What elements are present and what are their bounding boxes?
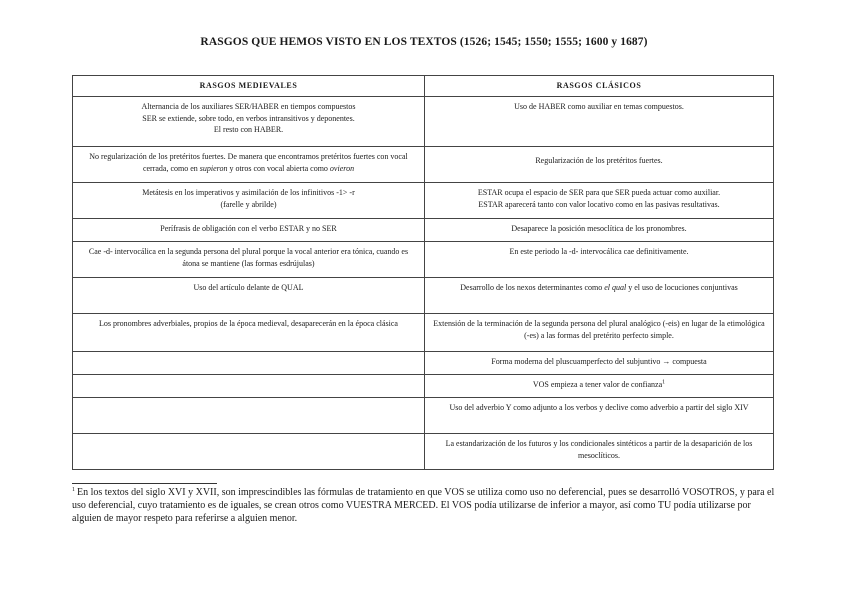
footnote-divider [72, 483, 217, 484]
cell-line: Uso de HABER como auxiliar en temas compuestos. [514, 102, 684, 111]
table-row [73, 375, 774, 398]
table-row [73, 434, 774, 470]
header-clasicos: RASGOS CLÁSICOS [425, 76, 774, 97]
clasico-cell [425, 278, 774, 314]
medieval-cell [73, 97, 425, 147]
cell-text: y el uso de locuciones conjuntivas [626, 283, 738, 292]
clasico-cell [425, 352, 774, 375]
table-row [73, 352, 774, 375]
cell-line: Forma moderna del pluscuamperfecto del subjuntivo → compuesta [491, 357, 707, 366]
rasgos-table [72, 75, 774, 470]
cell-line: SER se extiende, sobre todo, en verbos intransitivos y deponentes. [142, 113, 355, 123]
cell-text-italic: ovieron [329, 163, 355, 173]
cell-text: No regularización de los pretéritos fuertes. De manera que encontramos pretéritos fuertes con vocal cerrada, como en [89, 152, 408, 173]
medieval-cell [73, 147, 425, 183]
table-row [73, 242, 774, 278]
cell-text: y otros con vocal abierta como [227, 163, 330, 173]
medieval-cell [73, 242, 425, 278]
table-row [73, 97, 774, 147]
cell-line: ESTAR ocupa el espacio de SER para que SER pueda actuar como auxiliar. [477, 188, 721, 197]
clasico-cell [425, 242, 774, 278]
cell-line: Regularización de los pretéritos fuertes. [535, 156, 663, 165]
footnote-ref[interactable]: 1 [662, 379, 666, 386]
clasico-cell [425, 183, 774, 219]
medieval-cell [73, 375, 425, 398]
table-header-row [73, 76, 774, 97]
clasico-cell [425, 219, 774, 242]
footnote [72, 487, 778, 525]
cell-text: Desarrollo de los nexos determinantes como [460, 283, 605, 292]
cell-line: El resto con HABER. [213, 125, 284, 134]
clasico-cell [425, 147, 774, 183]
medieval-cell [73, 434, 425, 470]
medieval-cell [73, 398, 425, 434]
table-row [73, 278, 774, 314]
table-row [73, 183, 774, 219]
cell-line: Uso del adverbio Y como adjunto a los verbos y declive como adverbio a partir del siglo XIV [449, 403, 749, 412]
clasico-cell [425, 97, 774, 147]
cell-line: En este periodo la -d- intervocálica cae definitivamente. [509, 247, 689, 256]
cell-line: Metátesis en los imperativos y asimilación de los infinitivos -1> -r [142, 188, 355, 197]
clasico-cell [425, 434, 774, 470]
cell-line: Perífrasis de obligación con el verbo ESTAR y no SER [160, 224, 337, 233]
cell-line: Uso del artículo delante de QUAL [193, 283, 304, 292]
page-title: RASGOS QUE HEMOS VISTO EN LOS TEXTOS (1526; 1545; 1550; 1555; 1600 y 1687) [200, 36, 648, 48]
footnote-mark: 1 [72, 486, 75, 493]
table-row [73, 219, 774, 242]
clasico-cell [425, 398, 774, 434]
cell-line: ESTAR aparecerá tanto con valor locativo como en las pasivas resultativas. [478, 199, 720, 209]
table-row [73, 314, 774, 352]
medieval-cell [73, 183, 425, 219]
cell-text-italic: supieron [199, 163, 228, 173]
cell-line: Desaparece la posición mesoclítica de los pronombres. [511, 224, 687, 233]
medieval-cell [73, 314, 425, 352]
footnote-text: En los textos del siglo XVI y XVII, son imprescindibles las fórmulas de tratamiento en que VOS se utiliza como uso no deferencial, pues se desarrolló VOSOTROS, y para el uso deferencial, cuyo tratamiento es de iguales, se crean otros como VUESTRA MERCED. El VOS podía utilizarse de inferior a mayor, así como TU podía utilizarse por alguien de mayor respeto para referirse a alguien menor. [72, 487, 775, 524]
header-medievales: RASGOS MEDIEVALES [73, 76, 425, 97]
table-row [73, 398, 774, 434]
cell-text-italic: el qual [604, 283, 627, 292]
cell-line: Cae -d- intervocálica en la segunda persona del plural porque la vocal anterior era tónica, cuando es átona se mantiene (las formas esdrújulas) [88, 247, 409, 268]
cell-line: La estandarización de los futuros y los condicionales sintéticos a partir de la desaparición de los mesoclíticos. [445, 439, 753, 460]
medieval-cell [73, 219, 425, 242]
table-row [73, 147, 774, 183]
cell-text: VOS empieza a tener valor de confianza [532, 380, 663, 389]
medieval-cell [73, 352, 425, 375]
cell-line: Alternancia de los auxiliares SER/HABER en tiempos compuestos [141, 102, 356, 111]
medieval-cell [73, 278, 425, 314]
clasico-cell [425, 375, 774, 398]
cell-line: Los pronombres adverbiales, propios de la época medieval, desaparecerán en la época clásica [99, 319, 398, 328]
clasico-cell [425, 314, 774, 352]
cell-line: Extensión de la terminación de la segunda persona del plural analógico (-eis) en lugar de la etimológica (-es) a las formas del pretérito perfecto simple. [433, 319, 765, 340]
cell-line: (farelle y abrilde) [220, 199, 277, 209]
